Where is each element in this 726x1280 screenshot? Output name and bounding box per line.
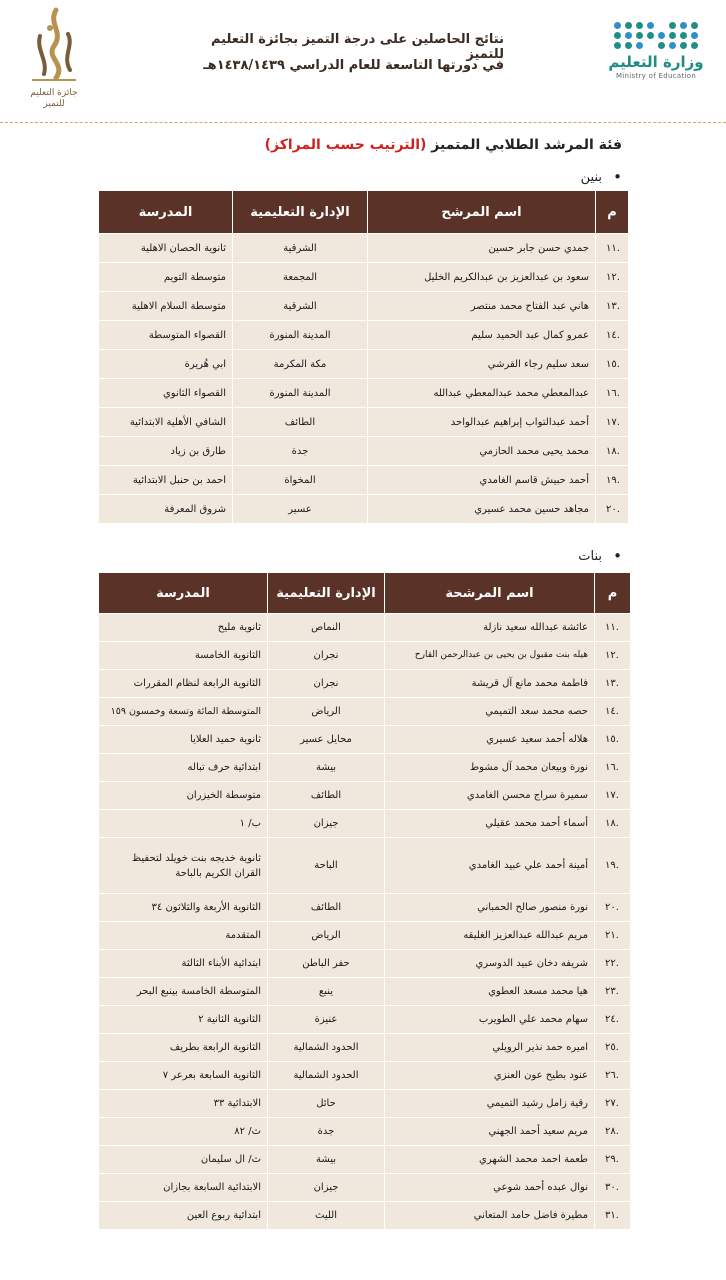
education-department: الحدود الشمالية [268, 1062, 385, 1090]
ministry-dot [680, 42, 687, 49]
table-row [99, 698, 631, 726]
education-department: الشرقية [233, 234, 368, 263]
school-name: شروق المعرفة [99, 495, 233, 524]
girls-results-table [98, 572, 631, 1230]
ministry-dot [636, 42, 643, 49]
ministry-name-arabic: وزارة التعليم [608, 53, 704, 71]
candidate-name: أمينة أحمد علي عبيد الغامدي [385, 838, 595, 894]
row-number: ٢٩. [595, 1146, 631, 1174]
education-department: مكة المكرمة [233, 350, 368, 379]
ministry-dot [691, 22, 698, 29]
education-department: الطائف [268, 782, 385, 810]
ministry-dot [614, 32, 621, 39]
candidate-name: سعود بن عبدالعزيز بن عبدالكريم الخليل [368, 263, 596, 292]
education-award-logo [20, 6, 88, 114]
candidate-name: نورة منصور صالح الحمباني [385, 894, 595, 922]
school-name: ثانوية الحصان الاهلية [99, 234, 233, 263]
table-row [99, 1034, 631, 1062]
education-department: جدة [233, 437, 368, 466]
school-name: الثانوية الرابعة لنظام المقررات [99, 670, 268, 698]
school-name: الابتدائية السابعة بجازان [99, 1174, 268, 1202]
candidate-name: شريفه دخان عبيد الدوسري [385, 950, 595, 978]
row-number: ٢١. [595, 922, 631, 950]
table-row [99, 437, 629, 466]
education-department: عنيزة [268, 1006, 385, 1034]
column-header-department: الإدارة التعليمية [268, 573, 385, 614]
row-number: ٣٠. [595, 1174, 631, 1202]
row-number: ١٢. [595, 642, 631, 670]
girls-heading: • بنات [578, 549, 602, 564]
education-department: جدة [268, 1118, 385, 1146]
row-number: ٢٨. [595, 1118, 631, 1146]
education-department: المدينة المنورة [233, 379, 368, 408]
row-number: ٢٠. [595, 894, 631, 922]
candidate-name: اميره حمد نذير الرويلي [385, 1034, 595, 1062]
school-name: الشافي الأهلية الابتدائية [99, 408, 233, 437]
table-row [99, 950, 631, 978]
ministry-dot [625, 32, 632, 39]
education-department: النماص [268, 614, 385, 642]
school-name: المتوسطة الخامسة بينبع البحر [99, 978, 268, 1006]
candidate-name: هيله بنت مقبول بن يحيى بن عبدالرحمن القارح [385, 642, 595, 670]
award-calligraphy-icon [26, 6, 82, 86]
school-name: ث/ ٨٢ [99, 1118, 268, 1146]
column-header-name: اسم المرشح [368, 191, 596, 234]
column-header-number: م [595, 573, 631, 614]
school-name: ثانوية مليح [99, 614, 268, 642]
column-header-school: المدرسة [99, 573, 268, 614]
boys-heading: • بنين [581, 170, 602, 185]
school-name: متوسطة الخيزران [99, 782, 268, 810]
school-name: ابتدائية الأبناء الثالثة [99, 950, 268, 978]
candidate-name: فاطمة محمد مانع آل قريشة [385, 670, 595, 698]
education-department: المدينة المنورة [233, 321, 368, 350]
row-number: ١١. [596, 234, 629, 263]
candidate-name: مريم سعيد أحمد الجهني [385, 1118, 595, 1146]
ministry-dot [669, 42, 676, 49]
candidate-name: عبدالمعطي محمد عبدالمعطي عبدالله [368, 379, 596, 408]
school-name: طارق بن زياد [99, 437, 233, 466]
ministry-dot [614, 42, 621, 49]
candidate-name: نوال عبده أحمد شوعي [385, 1174, 595, 1202]
school-name: ث/ ال سليمان [99, 1146, 268, 1174]
page-subtitle: في دورتها التاسعة للعام الدراسي ١٤٣٨/١٤٣٩هـ [203, 58, 504, 73]
school-name: الابتدائية ٣٣ [99, 1090, 268, 1118]
ministry-dot [625, 42, 632, 49]
boys-results-table [98, 190, 629, 524]
category-note: (الترتيب حسب المراكز) [264, 137, 427, 153]
education-department: محايل عسير [268, 726, 385, 754]
school-name: الثانوية الثانية ٢ [99, 1006, 268, 1034]
candidate-name: أحمد عبدالتواب إبراهيم عبدالواحد [368, 408, 596, 437]
candidate-name: هاني عبد الفتاح محمد منتصر [368, 292, 596, 321]
row-number: ٢٦. [595, 1062, 631, 1090]
column-header-school: المدرسة [99, 191, 233, 234]
candidate-name: محمد يحيى محمد الحازمي [368, 437, 596, 466]
row-number: ٢٧. [595, 1090, 631, 1118]
row-number: ١٢. [596, 263, 629, 292]
education-department: حفر الباطن [268, 950, 385, 978]
school-name: المتقدمة [99, 922, 268, 950]
table-row [99, 466, 629, 495]
table-row [99, 321, 629, 350]
candidate-name: رقية زامل رشيد التميمي [385, 1090, 595, 1118]
category-title [265, 137, 622, 153]
school-name: ابتدائية حرف تباله [99, 754, 268, 782]
candidate-name: سعد سليم رجاء القرشي [368, 350, 596, 379]
table-row [99, 922, 631, 950]
candidate-name: أحمد حبيش قاسم الغامدي [368, 466, 596, 495]
row-number: ٢٠. [596, 495, 629, 524]
table-row [99, 292, 629, 321]
page-title: نتائج الحاصلين على درجة التميز بجائزة التعليم للتميز [210, 32, 504, 62]
table-row [99, 894, 631, 922]
ministry-name-english: Ministry of Education [615, 72, 697, 80]
row-number: ٣١. [595, 1202, 631, 1230]
table-row [99, 1006, 631, 1034]
table-row [99, 1146, 631, 1174]
ministry-dot [658, 42, 665, 49]
table-header-row [99, 191, 629, 234]
table-row [99, 614, 631, 642]
school-name: القصواء الثانوي [99, 379, 233, 408]
column-header-name: اسم المرشحة [385, 573, 595, 614]
table-row [99, 782, 631, 810]
row-number: ١١. [595, 614, 631, 642]
row-number: ١٧. [595, 782, 631, 810]
education-department: جيزان [268, 1174, 385, 1202]
candidate-name: نورة وبيعان محمد آل مشوط [385, 754, 595, 782]
row-number: ١٣. [595, 670, 631, 698]
ministry-dot [669, 32, 676, 39]
ministry-dot [625, 22, 632, 29]
table-row [99, 838, 631, 894]
candidate-name: عائشة عبدالله سعيد نازلة [385, 614, 595, 642]
school-name: الثانوية الرابعة بطريف [99, 1034, 268, 1062]
ministry-dot [636, 32, 643, 39]
candidate-name: عنود بطيح عون العنزي [385, 1062, 595, 1090]
ministry-dot [647, 32, 654, 39]
row-number: ٢٥. [595, 1034, 631, 1062]
education-department: حائل [268, 1090, 385, 1118]
table-row [99, 642, 631, 670]
ministry-dot [691, 32, 698, 39]
row-number: ١٤. [596, 321, 629, 350]
school-name: ابي هُريرة [99, 350, 233, 379]
table-row [99, 810, 631, 838]
education-department: الرياض [268, 698, 385, 726]
candidate-name: أسماء أحمد محمد عقيلي [385, 810, 595, 838]
candidate-name: طعمة احمد محمد الشهري [385, 1146, 595, 1174]
row-number: ١٩. [596, 466, 629, 495]
education-department: بيشة [268, 754, 385, 782]
school-name: احمد بن حنبل الابتدائية [99, 466, 233, 495]
ministry-dot [669, 22, 676, 29]
table-row [99, 978, 631, 1006]
ministry-dot [680, 22, 687, 29]
table-row [99, 1118, 631, 1146]
education-department: الطائف [233, 408, 368, 437]
education-department: عسير [233, 495, 368, 524]
school-name: ثانوية خديجه بنت خويلد لتحفيظ القران الكريم بالباحة [99, 838, 268, 894]
table-row [99, 670, 631, 698]
table-row [99, 408, 629, 437]
row-number: ٢٣. [595, 978, 631, 1006]
school-name: الثانوية السابعة بعرعر ٧ [99, 1062, 268, 1090]
education-department: الليث [268, 1202, 385, 1230]
table-row [99, 379, 629, 408]
row-number: ٢٢. [595, 950, 631, 978]
ministry-dot [636, 22, 643, 29]
table-row [99, 1062, 631, 1090]
table-row [99, 1174, 631, 1202]
education-department: بيشة [268, 1146, 385, 1174]
education-department: نجران [268, 642, 385, 670]
education-department: جيزان [268, 810, 385, 838]
education-department: الحدود الشمالية [268, 1034, 385, 1062]
table-row [99, 495, 629, 524]
ministry-dots-icon [610, 22, 702, 49]
category-label: فئة المرشد الطلابي المتميز [431, 137, 622, 153]
candidate-name: سميرة سراج محسن الغامدي [385, 782, 595, 810]
ministry-dot [647, 22, 654, 29]
school-name: القصواء المتوسطة [99, 321, 233, 350]
row-number: ١٦. [595, 754, 631, 782]
candidate-name: مطيرة فاضل حامد المتعاني [385, 1202, 595, 1230]
row-number: ١٣. [596, 292, 629, 321]
table-header-row [99, 573, 631, 614]
table-row [99, 1202, 631, 1230]
table-row [99, 350, 629, 379]
education-department: الباحة [268, 838, 385, 894]
row-number: ١٨. [596, 437, 629, 466]
ministry-dot [614, 22, 621, 29]
row-number: ١٤. [595, 698, 631, 726]
table-row [99, 263, 629, 292]
ministry-of-education-logo [608, 18, 704, 88]
school-name: ب/ ١ [99, 810, 268, 838]
candidate-name: عمرو كمال عبد الحميد سليم [368, 321, 596, 350]
ministry-dot [680, 32, 687, 39]
row-number: ١٩. [595, 838, 631, 894]
row-number: ١٧. [596, 408, 629, 437]
award-name: جائزة التعليم للتميز [30, 88, 78, 109]
school-name: الثانوية الخامسة [99, 642, 268, 670]
education-department: الرياض [268, 922, 385, 950]
education-department: الشرقية [233, 292, 368, 321]
school-name: متوسطة السلام الاهلية [99, 292, 233, 321]
school-name: المتوسطة المائة وتسعة وخمسون ١٥٩ [99, 698, 268, 726]
page-header [0, 0, 726, 123]
education-department: الطائف [268, 894, 385, 922]
table-row [99, 1090, 631, 1118]
row-number: ٢٤. [595, 1006, 631, 1034]
candidate-name: مجاهد حسين محمد عسيري [368, 495, 596, 524]
row-number: ١٥. [595, 726, 631, 754]
candidate-name: مريم عبدالله عبدالعزيز الغليقه [385, 922, 595, 950]
education-department: نجران [268, 670, 385, 698]
ministry-dot [691, 42, 698, 49]
candidate-name: حصه محمد سعد التميمي [385, 698, 595, 726]
row-number: ١٥. [596, 350, 629, 379]
column-header-department: الإدارة التعليمية [233, 191, 368, 234]
row-number: ١٨. [595, 810, 631, 838]
row-number: ١٦. [596, 379, 629, 408]
table-row [99, 234, 629, 263]
candidate-name: حمدي حسن جابر حسين [368, 234, 596, 263]
school-name: متوسطة التويم [99, 263, 233, 292]
school-name: ابتدائية ربوع العين [99, 1202, 268, 1230]
candidate-name: هيا محمد مسعد العطوي [385, 978, 595, 1006]
education-department: ينبع [268, 978, 385, 1006]
school-name: ثانوية حميد العلايا [99, 726, 268, 754]
school-name: الثانوية الأربعة والثلاثون ٣٤ [99, 894, 268, 922]
ministry-dot [658, 32, 665, 39]
candidate-name: هلاله أحمد سعيد عسيري [385, 726, 595, 754]
column-header-number: م [596, 191, 629, 234]
candidate-name: سهام محمد علي الطويرب [385, 1006, 595, 1034]
education-department: المخواة [233, 466, 368, 495]
education-department: المجمعة [233, 263, 368, 292]
table-row [99, 754, 631, 782]
table-row [99, 726, 631, 754]
